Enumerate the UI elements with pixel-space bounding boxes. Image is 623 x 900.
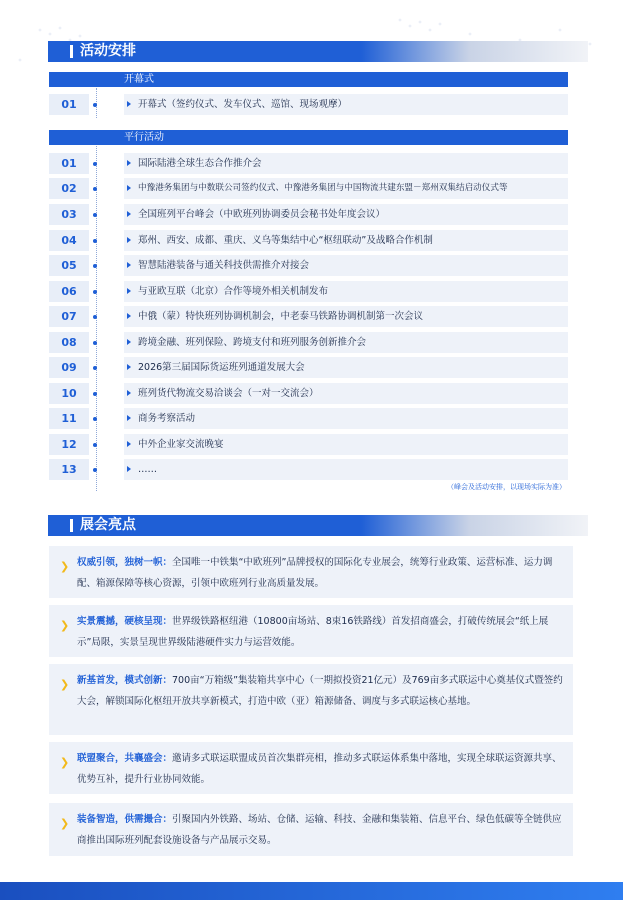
timeline-dot: [93, 468, 97, 472]
header-marker: [70, 519, 73, 532]
highlight-card: [49, 803, 573, 856]
activities-section-header: [48, 41, 588, 62]
item-text: 中外企业家交流晚宴: [124, 434, 568, 455]
bullet-triangle-icon: [127, 262, 131, 268]
highlight-lead: 新基首发，模式创新：: [77, 675, 173, 686]
highlight-lead: 实景震撼，硬核呈现：: [77, 616, 173, 627]
parallel-activities-bar: [49, 130, 568, 145]
chevron-icon: ❯: [60, 560, 70, 573]
bullet-triangle-icon: [127, 339, 131, 345]
highlight-text: 邀请多式联运联盟成员首次集群亮相，推动多式联运体系集中落地，实现全球联运资源共享、优势互补，提升行业协同效能。: [77, 753, 562, 785]
item-text: 跨境金融、班列保险、跨境支付和班列服务创新推介会: [124, 332, 568, 353]
list-item: [49, 408, 568, 429]
list-item: [49, 281, 568, 302]
bullet-triangle-icon: [127, 160, 131, 166]
item-number: 11: [49, 408, 89, 429]
timeline-dot: [93, 443, 97, 447]
highlight-text: 全国唯一中铁集“中欧班列”品牌授权的国际化专业展会，统筹行业政策、运营标准、运力调配、箱源保障等核心资源，引领中欧班列行业高质量发展。: [77, 557, 553, 589]
item-text: 2026第三届国际货运班列通道发展大会: [124, 357, 568, 378]
chevron-icon: ❯: [60, 619, 70, 632]
timeline-dot: [93, 417, 97, 421]
schedule-note: （峰会及活动安排，以现场实际为准）: [447, 483, 566, 491]
item-number: 07: [49, 306, 89, 327]
item-text: 全国班列平台峰会（中欧班列协调委员会秘书处年度会议）: [124, 204, 568, 225]
item-number: 12: [49, 434, 89, 455]
list-item: [49, 332, 568, 353]
footer-band: [0, 882, 623, 900]
bullet-triangle-icon: [127, 211, 131, 217]
timeline-dot: [93, 187, 97, 191]
timeline-dot: [93, 366, 97, 370]
list-item: [49, 204, 568, 225]
activities-heading: 活动安排: [80, 43, 136, 59]
highlight-card: [49, 742, 573, 794]
item-number: 04: [49, 230, 89, 251]
timeline-dot: [93, 213, 97, 217]
highlight-card: [49, 605, 573, 657]
bullet-triangle-icon: [127, 313, 131, 319]
timeline-dot: [93, 341, 97, 345]
timeline-dot: [93, 103, 97, 107]
bullet-triangle-icon: [127, 441, 131, 447]
item-text: 中豫港务集团与中数联公司签约仪式、中豫港务集团与中国物流共建东盟－郑州双集结启动仪式等: [124, 178, 568, 199]
bullet-triangle-icon: [127, 237, 131, 243]
highlight-text: 世界级铁路枢纽港（10800亩场站、8束16铁路线）首发招商盛会，打破传统展会“纸上展示”局限，实景呈现世界级陆港硬件实力与运营效能。: [77, 616, 549, 648]
timeline-dot: [93, 290, 97, 294]
list-item: [49, 434, 568, 455]
list-item: [49, 459, 568, 480]
timeline-dot: [93, 162, 97, 166]
highlight-card: [49, 546, 573, 598]
chevron-icon: ❯: [60, 817, 70, 830]
highlights-section-header: [48, 515, 588, 536]
bullet-triangle-icon: [127, 415, 131, 421]
timeline-dot: [93, 392, 97, 396]
bullet-triangle-icon: [127, 364, 131, 370]
highlight-text: 700亩“万箱级”集装箱共享中心（一期拟投资21亿元）及769亩多式联运中心奠基仪式暨签约大会，解锁国际化枢纽开放共享新模式，打造中欧（亚）箱源储备、调度与多式联运核心基地。: [77, 675, 563, 707]
item-number: 13: [49, 459, 89, 480]
item-number: 03: [49, 204, 89, 225]
item-text: 中俄（蒙）特快班列协调机制会，中老泰马铁路协调机制第一次会议: [124, 306, 568, 327]
opening-ceremony-bar: [49, 72, 568, 87]
item-text: 国际陆港全球生态合作推介会: [124, 153, 568, 174]
item-number: 08: [49, 332, 89, 353]
item-text: 郑州、西安、成都、重庆、义乌等集结中心“枢纽联动”及战略合作机制: [124, 230, 568, 251]
chevron-icon: ❯: [60, 756, 70, 769]
highlight-lead: 装备智造，供需撮合：: [77, 814, 173, 825]
bullet-triangle-icon: [127, 390, 131, 396]
item-number: 06: [49, 281, 89, 302]
timeline-dot: [93, 239, 97, 243]
item-number: 05: [49, 255, 89, 276]
highlight-lead: 联盟聚合，共襄盛会：: [77, 753, 173, 764]
bullet-triangle-icon: [127, 101, 131, 107]
item-number: 09: [49, 357, 89, 378]
item-text: 班列货代物流交易洽谈会（一对一交流会）: [124, 383, 568, 404]
item-text: 与亚欧互联（北京）合作等境外相关机制发布: [124, 281, 568, 302]
highlight-text: 引聚国内外铁路、场站、仓储、运输、科技、金融和集装箱、信息平台、绿色低碳等全链供应商推出国际班列配套设施设备与产品展示交易。: [77, 814, 562, 846]
item-text: 开幕式（签约仪式、发车仪式、巡馆、现场观摩）: [124, 94, 568, 115]
bullet-triangle-icon: [127, 466, 131, 472]
item-text: 智慧陆港装备与通关科技供需推介对接会: [124, 255, 568, 276]
list-item: [49, 383, 568, 404]
header-marker: [70, 45, 73, 58]
timeline-dot: [93, 264, 97, 268]
item-text: ……: [124, 459, 568, 480]
parallel-activities-label: 平行活动: [124, 132, 164, 143]
bullet-triangle-icon: [127, 185, 131, 191]
list-item: [49, 357, 568, 378]
bullet-triangle-icon: [127, 288, 131, 294]
list-item: [49, 178, 568, 199]
item-number: 01: [49, 153, 89, 174]
list-item: [49, 230, 568, 251]
chevron-icon: ❯: [60, 678, 70, 691]
opening-ceremony-label: 开幕式: [124, 74, 154, 85]
item-text: 商务考察活动: [124, 408, 568, 429]
list-item: [49, 153, 568, 174]
list-item: [49, 306, 568, 327]
timeline-dot: [93, 315, 97, 319]
list-item: [49, 255, 568, 276]
item-number: 02: [49, 178, 89, 199]
highlight-card: [49, 664, 573, 735]
item-number: 01: [49, 94, 89, 115]
item-number: 10: [49, 383, 89, 404]
highlights-heading: 展会亮点: [80, 517, 136, 533]
list-item: [49, 94, 568, 115]
highlight-lead: 权威引领，独树一帜：: [77, 557, 173, 568]
